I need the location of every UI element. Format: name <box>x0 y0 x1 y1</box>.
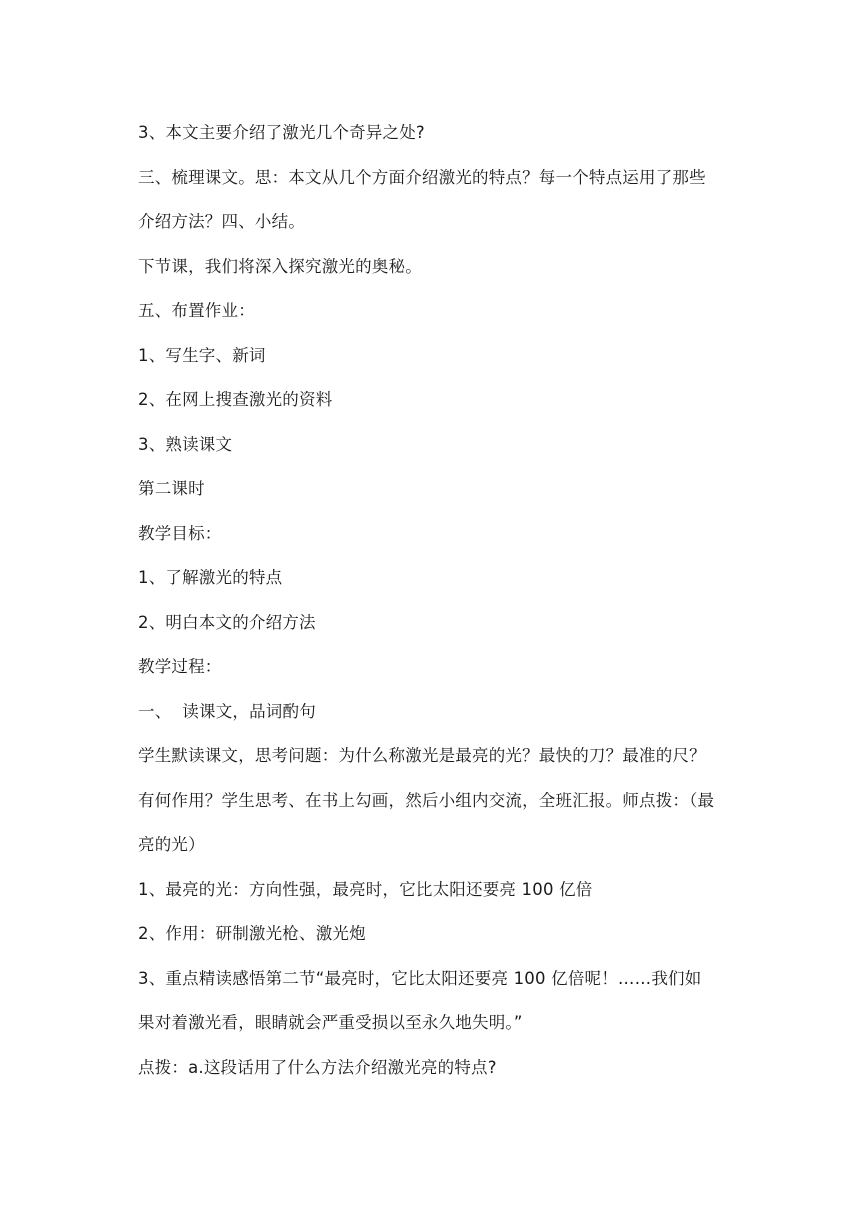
text-line: 1、了解激光的特点 <box>138 568 283 587</box>
document-body <box>138 111 728 1090</box>
text-line: 有何作用？学生思考、在书上勾画，然后小组内交流，全班汇报。师点拨：（最 <box>138 790 715 810</box>
text-line: 2、作用：研制激光枪、激光炮 <box>138 924 366 943</box>
text-line: 三、梳理课文。思：本文从几个方面介绍激光的特点？每一个特点运用了那些 <box>138 167 706 187</box>
text-line: 果对着激光看，眼睛就会严重受损以至永久地失明。” <box>138 1013 523 1032</box>
text-line: 学生默读课文，思考问题：为什么称激光是最亮的光？最快的刀？最准的尺？ <box>138 746 706 765</box>
text-line: 下节课，我们将深入探究激光的奥秘。 <box>138 256 422 276</box>
section-heading: 一、 读课文，品词酌句 <box>138 701 316 721</box>
text-line: 3、重点精读感悟第二节“最亮时，它比太阳还要亮 100 亿倍呢！……我们如 <box>138 968 702 988</box>
text-line: 1、最亮的光：方向性强，最亮时，它比太阳还要亮 100 亿倍 <box>138 879 593 899</box>
text-line: 点拨：a.这段话用了什么方法介绍激光亮的特点? <box>138 1057 497 1077</box>
text-line: 3、本文主要介绍了激光几个奇异之处? <box>138 123 425 142</box>
text-line: 1、写生字、新词 <box>138 345 266 365</box>
text-line: 3、熟读课文 <box>138 434 233 454</box>
section-heading: 教学过程： <box>138 657 222 676</box>
text-line: 2、在网上搜查激光的资料 <box>138 390 333 409</box>
text-line: 亮的光） <box>138 835 205 854</box>
text-line: 2、明白本文的介绍方法 <box>138 612 316 632</box>
section-heading: 第二课时 <box>138 479 205 498</box>
section-heading: 教学目标： <box>138 523 222 543</box>
section-heading: 五、布置作业： <box>138 301 255 320</box>
text-line: 介绍方法？四、小结。 <box>138 212 305 231</box>
